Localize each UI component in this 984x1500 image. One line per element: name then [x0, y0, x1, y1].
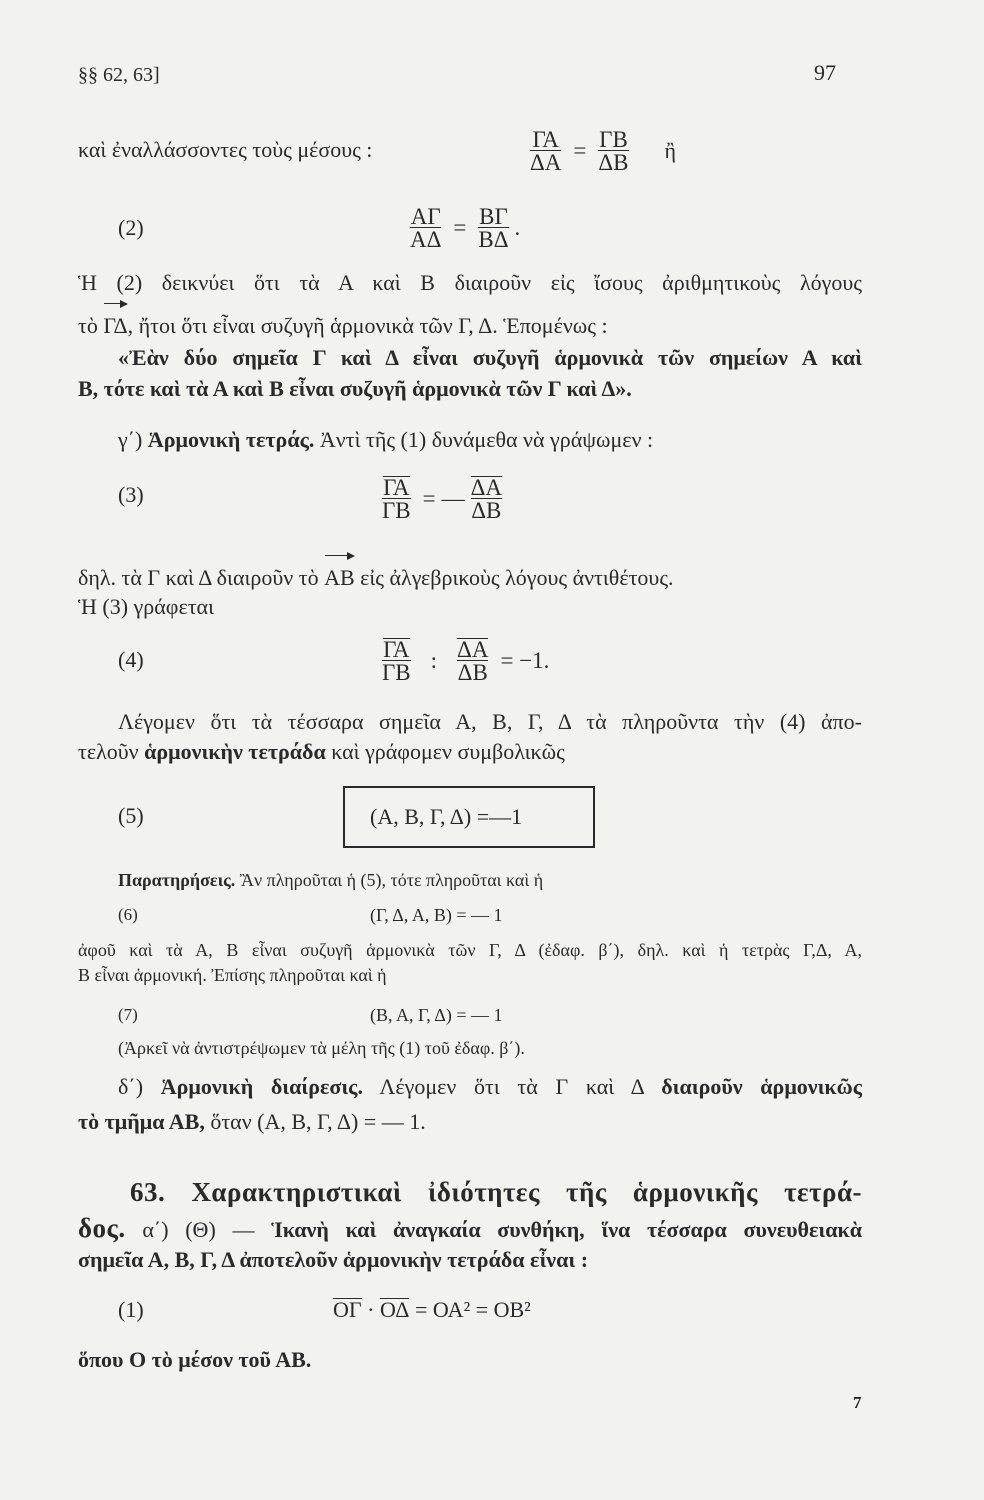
text: , ἤτοι ὅτι εἶναι συζυγῆ ἁρμονικὰ τῶν Γ, Δ. Ἑπομένως :	[127, 313, 608, 338]
numerator: ΒΓ	[479, 204, 508, 229]
section-63-line-2	[78, 1212, 862, 1244]
equals-minus-one: = −1.	[500, 647, 550, 673]
page-number: 97	[814, 60, 836, 85]
denominator: ΔΒ	[471, 498, 502, 523]
denominator: ΑΔ	[410, 227, 442, 252]
fraction	[376, 638, 417, 683]
numerator	[471, 476, 502, 498]
conjugate-line-1: Ἡ (2) δεικνύει ὅτι τὰ Α καὶ Β διαιροῦν εἰς ἴσους ἀριθμητικοὺς λόγους	[78, 270, 862, 295]
segment-term: τὸ τμῆμα ΑΒ,	[78, 1109, 205, 1134]
text: τελοῦν	[78, 739, 139, 764]
text: Λέγομεν ὅτι τὰ Γ καὶ Δ	[379, 1074, 644, 1099]
section-d-line-2	[78, 1109, 426, 1135]
fraction	[592, 129, 634, 173]
fraction	[465, 476, 508, 521]
remarks-line-4: Β εἶναι ἁρμονική. Ἐπίσης πληροῦται καὶ ἡ	[78, 965, 387, 985]
subsection-label: α΄) (Θ) —	[142, 1217, 255, 1242]
statement: Ἱκανὴ καὶ ἀναγκαία συνθήκη, ἵνα τέσσαρα συνευθειακὰ	[271, 1217, 862, 1242]
overlined-segment: ΟΓ	[333, 1297, 362, 1322]
section-d-line-1	[118, 1074, 862, 1100]
product-dot: ·	[367, 1297, 375, 1322]
period: .	[514, 215, 521, 240]
ratio-colon: :	[430, 647, 438, 673]
section-title: Χαρακτηριστικαὶ ἰδιότητες τῆς ἁρμονικῆς τετρά-	[191, 1177, 862, 1207]
equation-label-7: (7)	[118, 1005, 138, 1024]
equation-6: (Γ, Δ, Α, Β) = — 1	[370, 905, 503, 925]
section-d-label: δ΄)	[118, 1074, 144, 1099]
boxed-formula	[343, 786, 595, 848]
swap-text: καὶ ἐναλλάσσοντες τοὺς μέσους :	[78, 137, 373, 162]
remarks-note: (Ἀρκεῖ νὰ ἀντιστρέψωμεν τὰ μέλη τῆς (1) τοῦ ἐδαφ. β΄).	[118, 1038, 525, 1058]
section-d-title: Ἁρμονικὴ διαίρεσις.	[160, 1074, 363, 1099]
harmonic-division-term: διαιροῦν ἁρμονικῶς	[661, 1074, 862, 1099]
equation-label-2: (2)	[118, 215, 144, 240]
equals-sign: =	[573, 138, 587, 163]
text: καὶ γράφομεν συμβολικῶς	[331, 739, 565, 764]
fraction	[451, 638, 494, 683]
equation-label-5: (5)	[118, 803, 144, 828]
or-word: ἢ	[664, 138, 677, 163]
opposite-line-1	[78, 565, 674, 591]
section-title-end: δος.	[78, 1213, 126, 1243]
text: εἰς ἀλγεβρικοὺς λόγους ἀντιθέτους.	[360, 565, 674, 590]
opposite-line-2: Ἡ (3) γράφεται	[78, 594, 215, 619]
numerator	[383, 638, 409, 660]
section-c-label: γ΄)	[118, 427, 143, 452]
vector-segment: ΓΔ	[103, 313, 128, 338]
equation-rest: = ΟΑ² = ΟΒ²	[414, 1297, 531, 1322]
section-c-line	[118, 427, 653, 453]
definition-line-2	[78, 739, 565, 765]
numerator	[457, 638, 488, 660]
denominator: ΒΔ	[478, 227, 509, 252]
remarks-line-1	[118, 869, 543, 891]
text: δηλ. τὰ Γ καὶ Δ διαιροῦν τὸ	[78, 565, 319, 590]
equation-label-1: (1)	[118, 1297, 144, 1322]
overlined-segment: ΔΑ	[457, 637, 489, 662]
equation-label-6: (6)	[118, 905, 138, 924]
overlined-segment: ΓΑ	[383, 637, 410, 662]
denominator: ΔΒ	[457, 660, 488, 685]
equation-4	[376, 638, 549, 683]
swap-equation	[524, 129, 676, 173]
theorem-line-2: Β, τότε καὶ τὰ Α καὶ Β εἶναι συζυγῆ ἁρμονικὰ τῶν Γ καὶ Δ».	[78, 376, 632, 401]
equals-sign: =	[422, 485, 436, 511]
section-c-title: Ἁρμονικὴ τετράς.	[147, 427, 315, 452]
remarks-title: Παρατηρήσεις.	[118, 870, 236, 890]
theorem-line-1: «Ἐὰν δύο σημεῖα Γ καὶ Δ εἶναι συζυγῆ ἁρμονικὰ τῶν σημείων Α καὶ	[118, 345, 862, 370]
numerator: ΓΑ	[532, 127, 559, 152]
fraction	[472, 206, 514, 250]
vector-segment: ΑΒ	[324, 565, 355, 590]
remarks-line-3: ἀφοῦ καὶ τὰ Α, Β εἶναι συζυγῆ ἁρμονικὰ τῶν Γ, Δ (ἐδαφ. β΄), δηλ. καὶ ἡ τετρὰς Γ,Δ, Α,	[78, 940, 862, 960]
equation-7: (Β, Α, Γ, Δ) = — 1	[370, 1005, 503, 1025]
denominator: ΔΒ	[598, 150, 629, 175]
equation-2	[404, 206, 520, 250]
remarks-intro: Ἂν πληροῦται ἡ (5), τότε πληροῦται καὶ ἡ	[239, 870, 544, 890]
overlined-segment: ΟΔ	[379, 1297, 410, 1322]
numerator: ΓΒ	[599, 127, 628, 152]
equation-label-3: (3)	[118, 482, 144, 507]
fraction	[376, 476, 417, 521]
fraction	[524, 129, 567, 173]
definition-line-1: Λέγομεν ὅτι τὰ τέσσαρα σημεῖα Α, Β, Γ, Δ τὰ πληροῦντα τὴν (4) ἀπο-	[118, 709, 862, 734]
section-63-heading	[130, 1176, 862, 1208]
denominator: ΓΒ	[382, 498, 411, 523]
overlined-segment: ΔΑ	[470, 475, 503, 500]
overlined-segment: ΓΑ	[383, 475, 410, 500]
signature-number: 7	[853, 1393, 862, 1412]
section-c-text: Ἀντὶ τῆς (1) δυνάμεθα νὰ γράψωμεν :	[319, 427, 654, 452]
numerator: ΑΓ	[410, 204, 441, 229]
denominator: ΔΑ	[530, 150, 562, 175]
equals-sign: =	[453, 215, 467, 240]
text: ὅταν (Α, Β, Γ, Δ) = — 1.	[210, 1109, 426, 1134]
equation-label-4: (4)	[118, 647, 144, 672]
minus-sign: —	[441, 485, 465, 511]
denominator: ΓΒ	[382, 660, 411, 685]
section-reference: §§ 62, 63]	[78, 64, 160, 86]
conjugate-line-2	[78, 313, 608, 339]
section-number: 63.	[130, 1177, 166, 1207]
harmonic-tetrad-term: ἁρμονικὴν τετράδα	[144, 739, 326, 764]
formula: (Α, Β, Γ, Δ) =—1	[370, 804, 523, 829]
fraction	[404, 206, 447, 250]
equation-1	[333, 1297, 531, 1323]
conclusion-line: ὅπου Ο τὸ μέσον τοῦ ΑΒ.	[78, 1347, 312, 1372]
equation-3	[376, 476, 508, 521]
text: τὸ	[78, 313, 98, 338]
section-63-line-3: σημεῖα Α, Β, Γ, Δ ἀποτελοῦν ἁρμονικὴν τετράδα εἶναι :	[78, 1247, 589, 1272]
numerator	[383, 476, 409, 498]
